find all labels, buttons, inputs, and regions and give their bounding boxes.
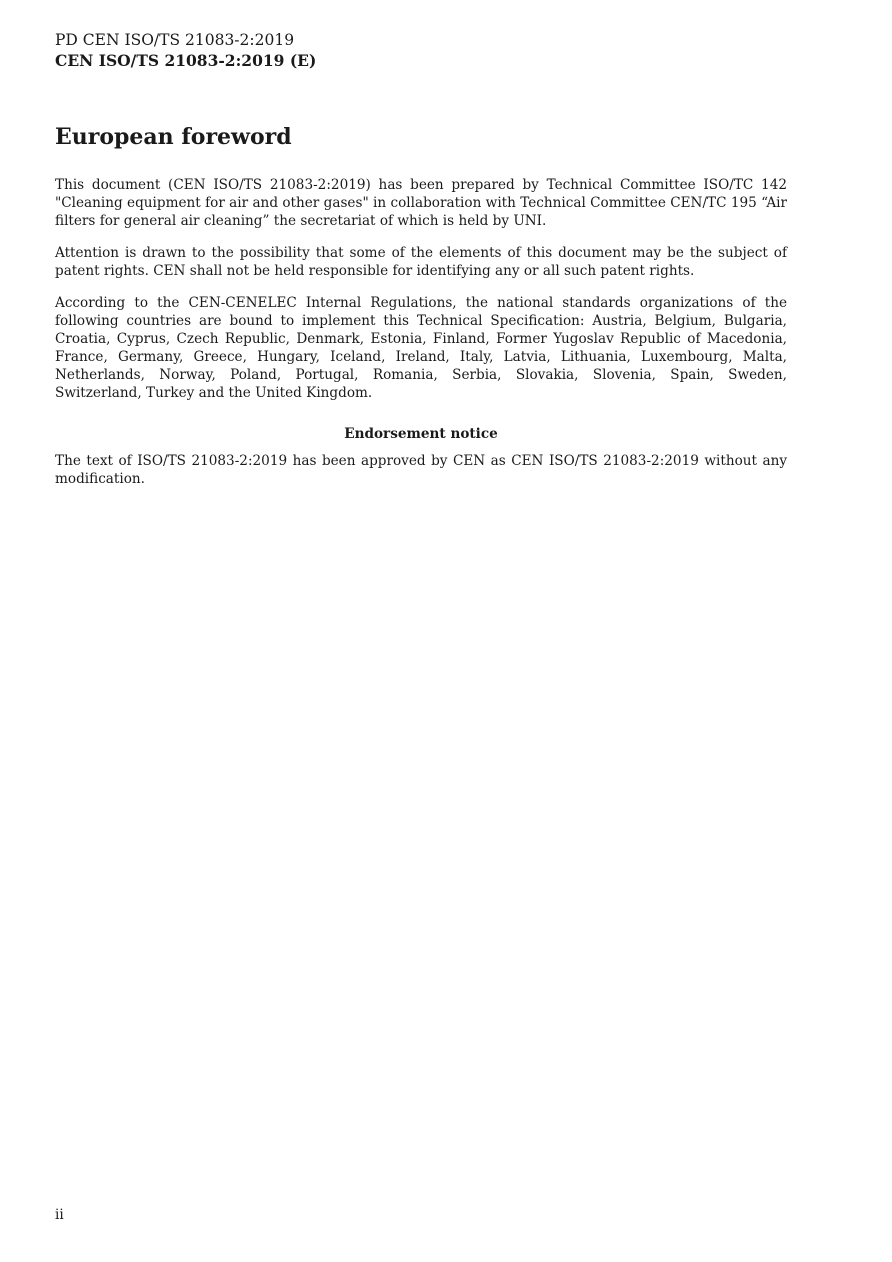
foreword-paragraph-preparation: This document (CEN ISO/TS 21083-2:2019) has been prepared by Technical Committee ISO/TC 142 "Cleaning equipment for air and other gases" in collaboration with Technical Committee CEN/TC 195 “Air filters for general air cleaning” the secretariat of which is held by UNI. [55,177,787,229]
document-reference: CEN ISO/TS 21083-2:2019 (E) [55,51,317,70]
page-number: ii [55,1207,64,1223]
document-identifier: PD CEN ISO/TS 21083-2:2019 [55,31,295,49]
foreword-paragraph-national-standards: According to the CEN-CENELEC Internal Regulations, the national standards organizations of the following countries are bound to implement this Technical Specification: Austria, Belgium, Bulgaria, Croatia, Cyprus, Czech Republic, Denmark, Estonia, Finland, Former Yugoslav Republic of Macedonia, France, Germany, Greece, Hungary, Iceland, Ireland, Italy, Latvia, Lithuania, Luxembourg, Malta, Netherlands, Norway, Poland, Portugal, Romania, Serbia, Slovakia, Slovenia, Spain, Sweden, Switzerland, Turkey and the United Kingdom. [55,295,787,401]
page-title: European foreword [55,124,292,150]
foreword-paragraph-patent-rights: Attention is drawn to the possibility that some of the elements of this document may be the subject of patent rights. CEN shall not be held responsible for identifying any or all such patent rights. [55,245,787,279]
endorsement-text: The text of ISO/TS 21083-2:2019 has been approved by CEN as CEN ISO/TS 21083-2:2019 without any modification. [55,453,787,487]
endorsement-heading: Endorsement notice [344,426,498,442]
